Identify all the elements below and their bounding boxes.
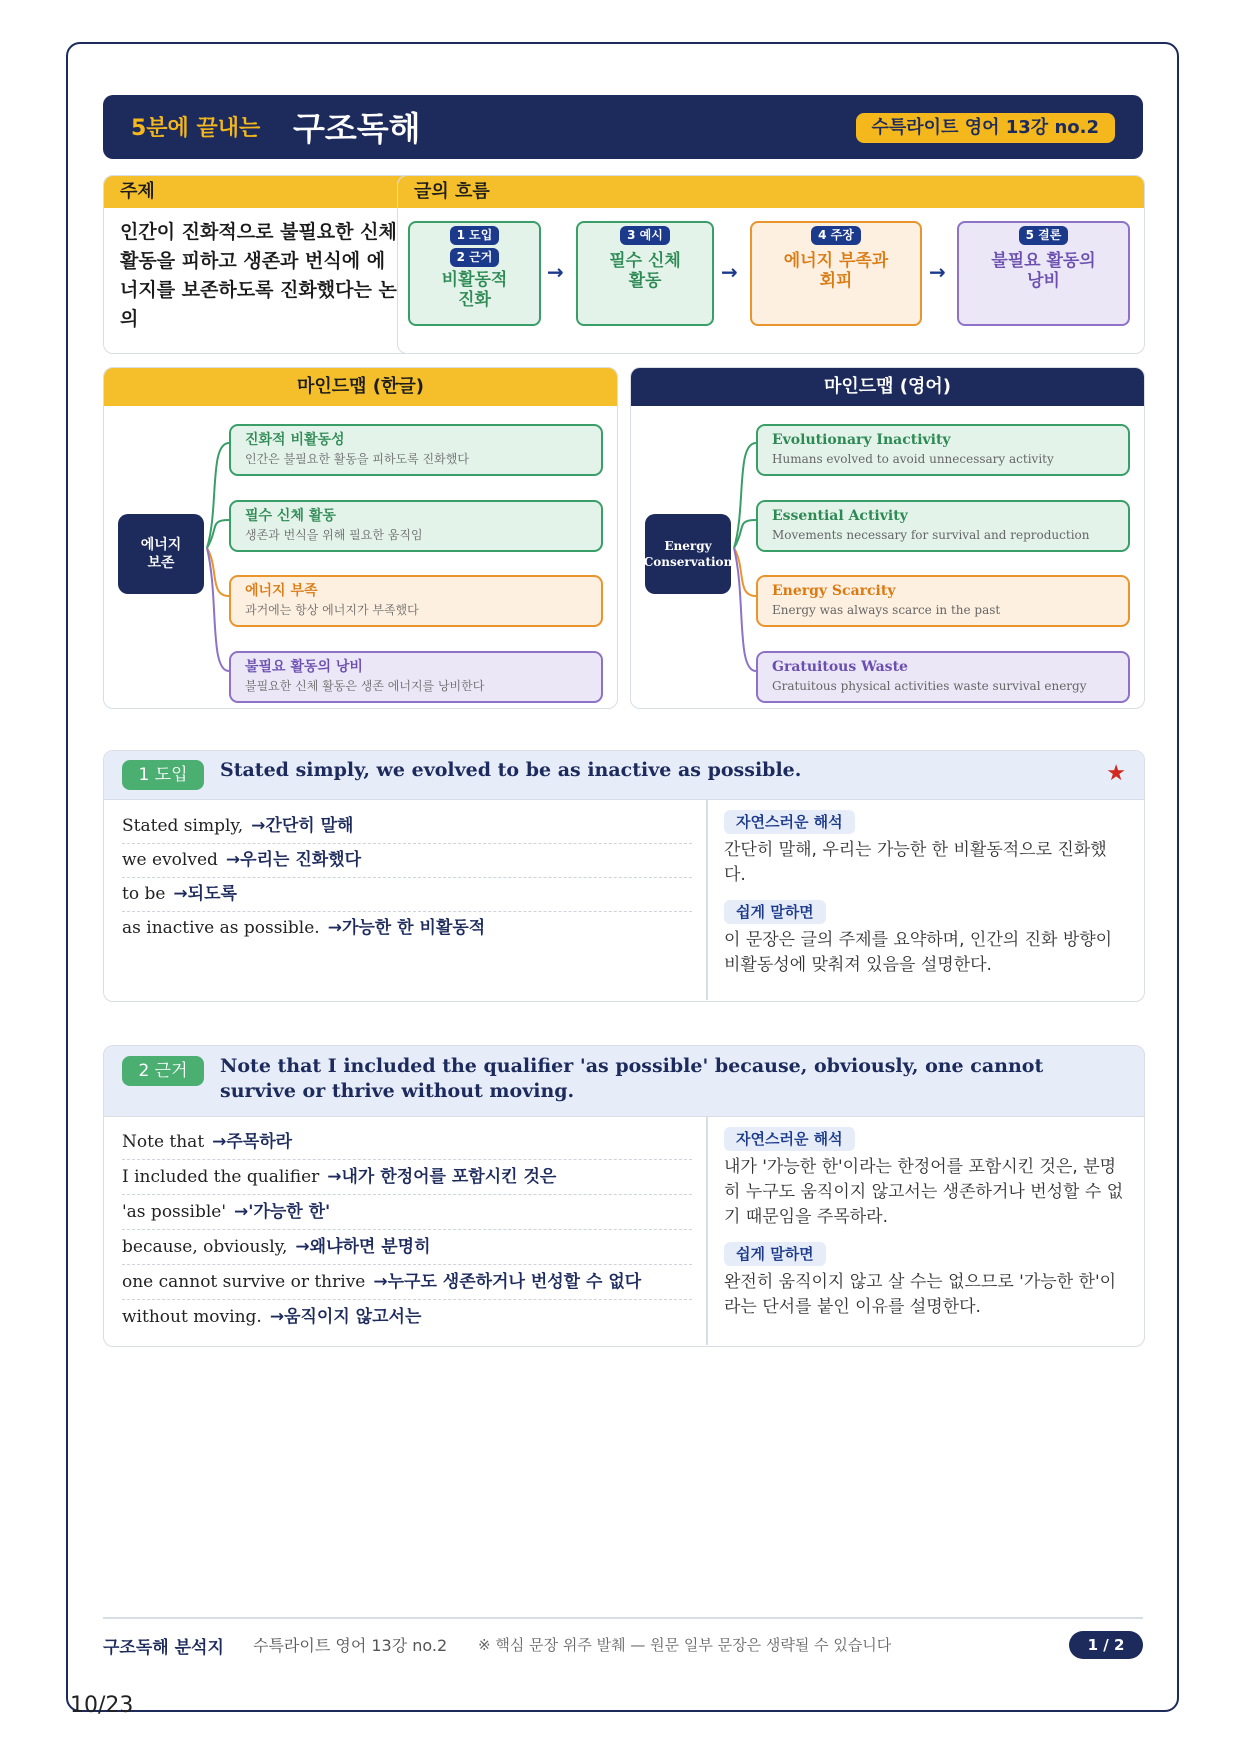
sentence-tag: 2 근거 bbox=[122, 1056, 204, 1086]
flow-tag: 4 주장 bbox=[811, 226, 861, 245]
flow-tag: 2 근거 bbox=[450, 248, 500, 267]
chunk-english: as inactive as possible. bbox=[122, 918, 320, 938]
sentence-english: Note that I included the qualifier 'as possible' because, obviously, one cannot survive or thrive without moving. bbox=[220, 1055, 1044, 1102]
topic-panel bbox=[103, 175, 414, 354]
chunk-english: Note that bbox=[122, 1132, 205, 1152]
easy-explanation-label: 쉽게 말하면 bbox=[724, 900, 826, 924]
node-subtitle: Gratuitous physical activities waste survival energy bbox=[772, 679, 1087, 693]
node-title: 불필요 활동의 낭비 bbox=[245, 659, 363, 675]
chunk-row bbox=[122, 1125, 692, 1160]
mindmap-node bbox=[229, 500, 603, 552]
sentence-header bbox=[104, 1046, 1144, 1117]
natural-translation-label: 자연스러운 해석 bbox=[724, 1127, 855, 1151]
sentence-card-2 bbox=[103, 1045, 1145, 1347]
chunk-korean: →움직이지 않고서는 bbox=[269, 1307, 422, 1327]
topic-heading: 주제 bbox=[104, 176, 413, 208]
banner-title: 구조독해 bbox=[293, 109, 421, 148]
chunk-korean: →누구도 생존하거나 번성할 수 없다 bbox=[373, 1272, 642, 1292]
flow-arrow: → bbox=[721, 260, 738, 284]
node-title: Energy Scarcity bbox=[772, 583, 896, 599]
chunk-korean: →'가능한 한' bbox=[234, 1202, 331, 1222]
page-footer bbox=[103, 1617, 1143, 1669]
sentence-english: Stated simply, we evolved to be as inactive as possible. bbox=[220, 759, 802, 781]
chunk-english: without moving. bbox=[122, 1307, 262, 1327]
flow-label: 에너지 부족과 회피 bbox=[783, 251, 889, 291]
page-indicator: 1 / 2 bbox=[1069, 1631, 1143, 1659]
chunk-korean: →내가 한정어를 포함시킨 것은 bbox=[327, 1167, 557, 1187]
natural-translation: 간단히 말해, 우리는 가능한 한 비활동적으로 진화했다. bbox=[724, 840, 1107, 885]
chunk-row bbox=[122, 1230, 692, 1265]
mindmap-korean-heading: 마인드맵 (한글) bbox=[104, 368, 617, 406]
chunk-english: because, obviously, bbox=[122, 1237, 288, 1257]
mindmap-node bbox=[229, 424, 603, 476]
sentence-body bbox=[104, 1117, 1144, 1345]
star-icon: ★ bbox=[1106, 761, 1126, 786]
flow-box-3 bbox=[750, 221, 922, 326]
node-title: Gratuitous Waste bbox=[772, 659, 908, 675]
footer-note: ※ 핵심 문장 위주 발췌 — 원문 일부 문장은 생략될 수 있습니다 bbox=[478, 1636, 892, 1654]
node-title: 진화적 비활동성 bbox=[245, 432, 345, 448]
sentence-card-1 bbox=[103, 750, 1145, 1002]
explanation-column bbox=[724, 810, 1124, 990]
natural-translation-label: 자연스러운 해석 bbox=[724, 810, 855, 834]
mindmap-node bbox=[229, 575, 603, 627]
chunk-row bbox=[122, 1300, 692, 1334]
flow-tag: 3 예시 bbox=[620, 226, 670, 245]
easy-explanation: 이 문장은 글의 주제를 요약하며, 인간의 진화 방향이 비활동성에 맞춰져 있음을 설명한다. bbox=[724, 930, 1113, 975]
chunk-row bbox=[122, 1195, 692, 1230]
sentence-tag: 1 도입 bbox=[122, 760, 204, 790]
flow-box-1 bbox=[408, 221, 541, 326]
topic-text: 인간이 진화적으로 불필요한 신체 활동을 피하고 생존과 번식에 에너지를 보존하도록 진화했다는 논의 bbox=[120, 221, 397, 330]
node-subtitle: Humans evolved to avoid unnecessary activity bbox=[772, 452, 1054, 466]
flow-arrow: → bbox=[547, 260, 564, 284]
mindmap-node bbox=[756, 575, 1130, 627]
chunk-english: to be bbox=[122, 884, 166, 904]
flow-box-2 bbox=[576, 221, 714, 326]
chunk-list bbox=[122, 810, 692, 945]
node-subtitle: 생존과 번식을 위해 필요한 움직임 bbox=[245, 528, 423, 542]
chunk-list bbox=[122, 1125, 692, 1334]
chunk-row bbox=[122, 912, 692, 945]
chunk-korean: →주목하라 bbox=[212, 1132, 293, 1152]
mindmap-root: Energy Conservation bbox=[645, 514, 731, 594]
chunk-english: I included the qualifier bbox=[122, 1167, 320, 1187]
mindmap-node bbox=[756, 424, 1130, 476]
chunk-row bbox=[122, 1265, 692, 1300]
chunk-row bbox=[122, 844, 692, 878]
chunk-korean: →가능한 한 비활동적 bbox=[327, 918, 486, 938]
footer-title: 구조독해 분석지 bbox=[103, 1638, 224, 1658]
flow-label: 비활동적 진화 bbox=[441, 270, 508, 310]
flow-tag: 1 도입 bbox=[450, 226, 500, 245]
column-divider bbox=[706, 800, 708, 1000]
easy-explanation: 완전히 움직이지 않고 살 수는 없으므로 '가능한 한'이라는 단서를 붙인 이유를 설명한다. bbox=[724, 1272, 1117, 1317]
node-subtitle: Energy was always scarce in the past bbox=[772, 603, 1001, 617]
mindmap-node bbox=[756, 651, 1130, 703]
sentence-body bbox=[104, 800, 1144, 1000]
node-title: Evolutionary Inactivity bbox=[772, 432, 951, 448]
chunk-english: one cannot survive or thrive bbox=[122, 1272, 366, 1292]
chunk-english: Stated simply, bbox=[122, 816, 244, 836]
node-subtitle: Movements necessary for survival and reproduction bbox=[772, 528, 1090, 542]
page-counter: 10/23 bbox=[70, 1693, 134, 1718]
node-title: 에너지 부족 bbox=[245, 583, 318, 599]
mindmap-english-panel bbox=[630, 367, 1145, 709]
flow-label: 필수 신체 활동 bbox=[609, 251, 681, 291]
chunk-english: we evolved bbox=[122, 850, 218, 870]
node-title: Essential Activity bbox=[772, 508, 908, 524]
easy-explanation-label: 쉽게 말하면 bbox=[724, 1242, 826, 1266]
explanation-column bbox=[724, 1127, 1124, 1332]
mindmap-node bbox=[756, 500, 1130, 552]
mindmap-root: 에너지 보존 bbox=[118, 514, 204, 594]
footer-source: 수특라이트 영어 13강 no.2 bbox=[253, 1636, 448, 1655]
chunk-korean: →되도록 bbox=[173, 884, 237, 904]
source-badge: 수특라이트 영어 13강 no.2 bbox=[856, 113, 1116, 143]
flow-panel bbox=[397, 175, 1145, 354]
flow-heading: 글의 흐름 bbox=[398, 176, 1144, 208]
sentence-header bbox=[104, 751, 1144, 800]
node-subtitle: 과거에는 항상 에너지가 부족했다 bbox=[245, 603, 419, 617]
node-subtitle: 인간은 불필요한 활동을 피하도록 진화했다 bbox=[245, 452, 469, 466]
node-title: 필수 신체 활동 bbox=[245, 508, 336, 524]
column-divider bbox=[706, 1117, 708, 1345]
chunk-korean: →왜냐하면 분명히 bbox=[295, 1237, 431, 1257]
chunk-korean: →우리는 진화했다 bbox=[225, 850, 362, 870]
mindmap-korean-panel bbox=[103, 367, 618, 709]
flow-tag: 5 결론 bbox=[1019, 226, 1069, 245]
mindmap-node bbox=[229, 651, 603, 703]
node-subtitle: 불필요한 신체 활동은 생존 에너지를 낭비한다 bbox=[245, 679, 485, 693]
banner-subtitle: 5분에 끝내는 bbox=[131, 116, 261, 141]
title-banner bbox=[103, 95, 1143, 159]
flow-label: 불필요 활동의 낭비 bbox=[991, 251, 1096, 291]
chunk-korean: →간단히 말해 bbox=[251, 816, 354, 836]
chunk-row bbox=[122, 810, 692, 844]
chunk-row bbox=[122, 878, 692, 912]
natural-translation: 내가 '가능한 한'이라는 한정어를 포함시킨 것은, 분명히 누구도 움직이지 않고서는 생존하거나 번성할 수 없기 때문임을 주목하라. bbox=[724, 1157, 1124, 1227]
flow-arrow: → bbox=[929, 260, 946, 284]
flow-box-4 bbox=[957, 221, 1130, 326]
chunk-row bbox=[122, 1160, 692, 1195]
chunk-english: 'as possible' bbox=[122, 1202, 226, 1222]
mindmap-english-heading: 마인드맵 (영어) bbox=[631, 368, 1144, 406]
